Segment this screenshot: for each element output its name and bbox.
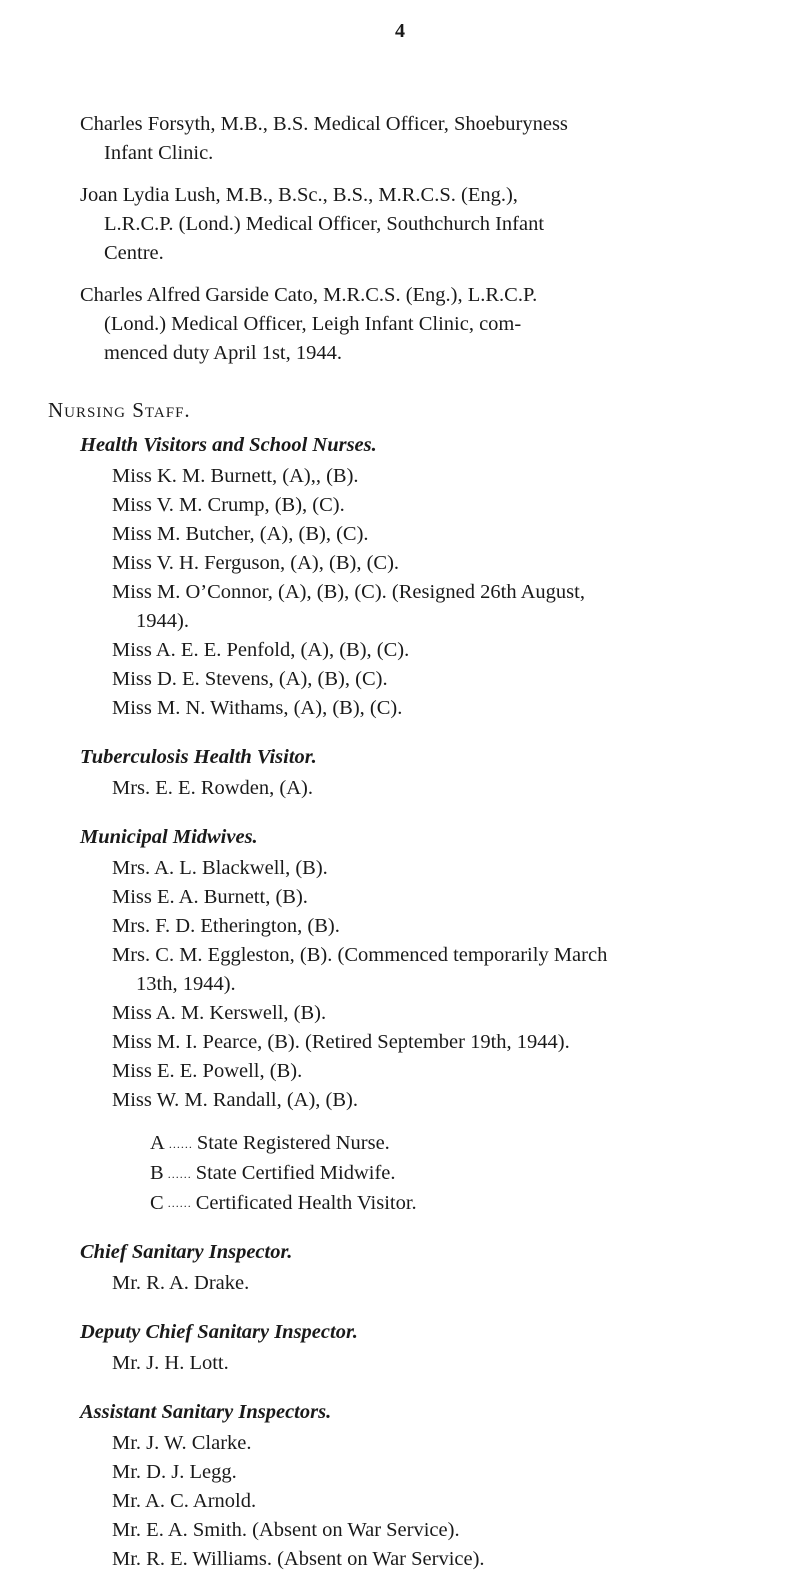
list-item: Mr. D. J. Legg. — [112, 1461, 237, 1484]
list-item: Miss D. E. Stevens, (A), (B), (C). — [112, 668, 388, 690]
nursing-staff-heading: Nursing Staff. — [48, 398, 191, 422]
list-item: Mrs. F. D. Etherington, (B). — [112, 915, 340, 937]
list-item: Miss K. M. Burnett, (A),, (B). — [112, 465, 359, 487]
list-item: Mr. R. A. Drake. — [112, 1272, 250, 1295]
assistant-inspectors-heading: Assistant Sanitary Inspectors. — [80, 1401, 332, 1424]
list-item: Mr. J. W. Clarke. — [112, 1432, 252, 1455]
health-visitors-heading: Health Visitors and School Nurses. — [80, 434, 377, 456]
list-item: Miss V. H. Ferguson, (A), (B), (C). — [112, 552, 400, 574]
health-visitors-list — [48, 462, 773, 723]
list-item: Mr. A. C. Arnold. — [112, 1490, 257, 1513]
legend-dots: ...... — [167, 1196, 192, 1211]
list-item: Mr. J. H. Lott. — [112, 1352, 229, 1375]
staff-line: Joan Lydia Lush, M.B., B.Sc., B.S., M.R.C.S. (Eng.), — [80, 184, 518, 206]
staff-entry-lush — [48, 181, 773, 268]
midwives-heading: Municipal Midwives. — [80, 826, 258, 848]
legend-value: State Registered Nurse. — [196, 1132, 390, 1154]
list-item: Miss E. A. Burnett, (B). — [112, 886, 308, 908]
list-item: Miss A. E. E. Penfold, (A), (B), (C). — [112, 639, 410, 661]
list-item: Mr. R. E. Williams. (Absent on War Service). — [112, 1548, 485, 1571]
legend-row — [150, 1159, 773, 1189]
list-item: Miss A. M. Kerswell, (B). — [112, 1002, 327, 1024]
list-item-text: Mrs. C. M. Eggleston, (B). (Commenced temporarily March — [112, 944, 608, 966]
legend-row — [150, 1189, 773, 1219]
list-item-text: Miss M. O’Connor, (A), (B), (C). (Resigned 26th August, — [112, 581, 585, 603]
page-number: 4 — [395, 20, 405, 42]
staff-line: L.R.C.P. (Lond.) Medical Officer, Southchurch Infant — [104, 213, 545, 235]
staff-entry-forsyth — [48, 110, 773, 168]
legend-row — [150, 1129, 773, 1159]
list-item: Miss V. M. Crump, (B), (C). — [112, 494, 345, 516]
staff-line: menced duty April 1st, 1944. — [104, 342, 343, 364]
document-body — [48, 110, 773, 1574]
legend-dots: ...... — [167, 1166, 192, 1181]
list-item: Mr. E. A. Smith. (Absent on War Service). — [112, 1519, 460, 1542]
staff-entry-cato — [48, 281, 773, 368]
list-item: Miss E. E. Powell, (B). — [112, 1060, 303, 1082]
staff-line: Infant Clinic. — [104, 142, 214, 164]
list-item — [112, 941, 773, 999]
legend-key: B — [150, 1161, 164, 1184]
list-item-continuation: 13th, 1944). — [136, 973, 236, 995]
staff-line: Centre. — [104, 242, 164, 264]
legend-value: Certificated Health Visitor. — [195, 1191, 417, 1214]
deputy-inspector-heading: Deputy Chief Sanitary Inspector. — [80, 1321, 358, 1344]
chief-inspector-heading: Chief Sanitary Inspector. — [80, 1241, 293, 1264]
list-item: Miss M. I. Pearce, (B). (Retired September 19th, 1944). — [112, 1031, 570, 1053]
midwives-list — [48, 854, 773, 1115]
staff-line: (Lond.) Medical Officer, Leigh Infant Clinic, com- — [104, 313, 522, 335]
list-item: Miss M. Butcher, (A), (B), (C). — [112, 523, 369, 545]
staff-line: Charles Alfred Garside Cato, M.R.C.S. (Eng.), L.R.C.P. — [80, 284, 538, 306]
list-item — [112, 578, 773, 636]
tb-visitor-heading: Tuberculosis Health Visitor. — [80, 746, 317, 768]
assistant-inspectors-list — [48, 1429, 773, 1574]
list-item: Mrs. E. E. Rowden, (A). — [112, 777, 313, 799]
staff-line: Charles Forsyth, M.B., B.S. Medical Officer, Shoeburyness — [80, 113, 568, 135]
list-item: Miss W. M. Randall, (A), (B). — [112, 1089, 358, 1111]
legend-dots: ...... — [168, 1136, 193, 1151]
qualification-legend — [150, 1129, 773, 1218]
legend-key: C — [150, 1191, 164, 1214]
legend-key: A — [150, 1132, 165, 1154]
list-item: Mrs. A. L. Blackwell, (B). — [112, 857, 328, 879]
legend-value: State Certified Midwife. — [195, 1161, 396, 1184]
list-item-continuation: 1944). — [136, 610, 189, 632]
list-item: Miss M. N. Withams, (A), (B), (C). — [112, 697, 403, 719]
